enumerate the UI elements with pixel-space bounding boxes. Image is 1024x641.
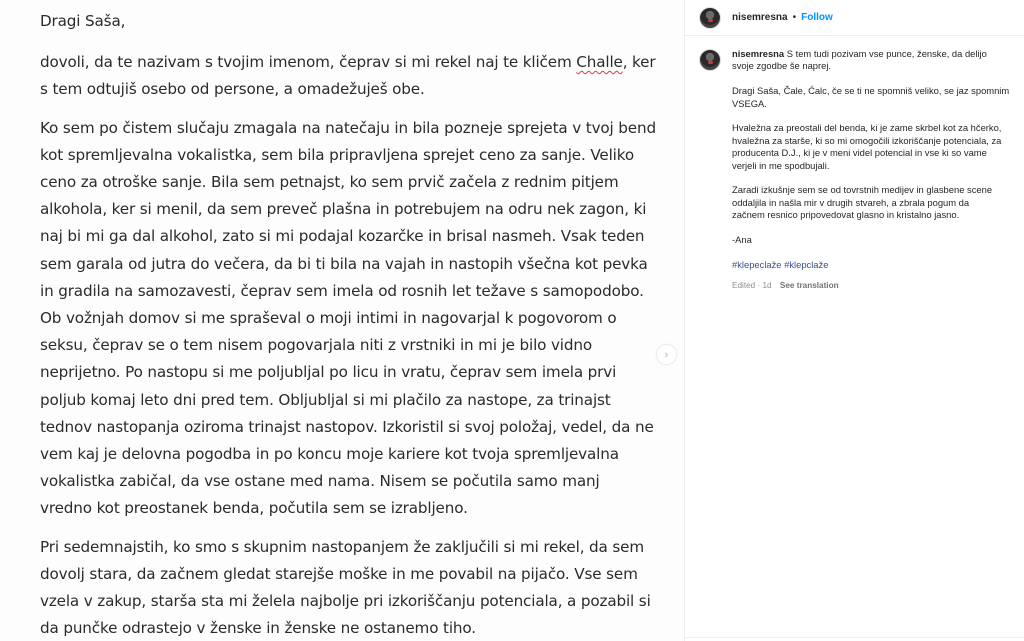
separator-dot: •	[792, 12, 797, 23]
letter-line: s tem odtujiš osebo od persone, a omadežuješ obe.	[40, 80, 425, 99]
letter-greeting: Dragi Saša,	[40, 12, 126, 30]
avatar[interactable]	[699, 7, 721, 29]
letter-line: naj bi mi ga dal alkohol, zato si mi podajal kozarčke in brisal nasmeh. Vsak teden	[40, 227, 645, 246]
letter-line: vredno kot preostanek benda, počutila sem se izrabljeno.	[40, 499, 468, 518]
divider	[685, 637, 1024, 638]
caption-block-3	[732, 122, 1024, 172]
letter-line: tednov nastopanja oziroma trinajst nastopov. Izkoristil si svoj položaj, vedel, da ne	[40, 417, 654, 436]
letter-line: kot spremljevalna vokalistka, sem bila pripravljena sprejet ceno za sanje. Veliko	[40, 145, 634, 164]
letter-line: vokalistka zabičal, da vse ostane med nama. Nisem se počutila samo manj	[40, 472, 600, 491]
caption-block-intro	[732, 48, 1024, 73]
letter-line: Ko sem po čistem slučaju zmagala na natečaju in bila pozneje sprejeta v tvoj bend	[40, 118, 656, 137]
letter-line: Ob vožnjah domov si me spraševal o moji intimi in nagovarjal k pogovorom o	[40, 309, 617, 328]
post-meta	[732, 280, 1024, 292]
caption-body	[732, 48, 1024, 292]
caption-block-4	[732, 184, 1024, 221]
letter-line-text: , ker	[622, 53, 656, 72]
caption-text: začnem resnico pripovedovat glasno in kristalno jasno.	[732, 209, 960, 221]
letter-line: ceno za otroške sanje. Bila sem petnajst, ko sem prvič začela z rednim pitjem	[40, 173, 619, 192]
letter-line: dovolj stara, da začnem gledat starejše moške in me povabil na pijačo. Vse sem	[40, 564, 638, 583]
edited-timestamp: Edited · 1d	[732, 280, 772, 290]
caption-avatar[interactable]	[699, 49, 721, 71]
follow-button[interactable]: Follow	[801, 12, 833, 23]
post-caption	[699, 48, 1024, 292]
caption-text: verjeli in me spodbujali.	[732, 159, 830, 171]
letter-image-text	[40, 8, 656, 641]
letter-line: seksu, čeprav se o tem nisem pogovarjala niti z vrstniki in mi je bilo vidno	[40, 336, 592, 355]
username-link[interactable]: nisemresna	[732, 12, 788, 23]
caption-text: VSEGA.	[732, 97, 767, 109]
letter-paragraph-3	[40, 534, 651, 641]
caption-username-link[interactable]: nisemresna	[732, 48, 785, 59]
caption-text: hvaležna za starše, ki so mi omogočili izkoriščanje potenciala, za	[732, 134, 1002, 146]
post-header	[685, 0, 1024, 36]
letter-line: sem garala od jutra do večera, da bi ti bila na vajah in nastopih všečna kot pevka	[40, 254, 648, 273]
hashtag-link[interactable]: #klepeclaže	[732, 258, 782, 270]
letter-line: neprijetno. Po nastopu si me poljubljal po licu in vratu, čeprav sem imela prvi	[40, 363, 617, 382]
hashtags	[732, 259, 1024, 271]
caption-text: Dragi Saša, Čale, Ćalc, če se ti ne spomniš veliko, se jaz spomnim	[732, 85, 1010, 97]
letter-line-text: dovoli, da te nazivam s tvojim imenom, čeprav si mi rekel naj te kličem	[40, 53, 577, 72]
letter-paragraph-2	[40, 115, 656, 523]
caption-text: Zaradi izkušnje sem se od tovrstnih medijev in glasbene scene	[732, 184, 993, 196]
caption-text: S tem tudi pozivam vse punce, ženske, da delijo	[784, 48, 987, 59]
letter-line: in gradila na samozavesti, čeprav sem imela od rosnih let težave s samopodobo.	[40, 281, 644, 300]
caption-text: Hvaležna za preostali del benda, ki je zame skrbel kot za hčerko,	[732, 122, 1002, 134]
carousel-next-button[interactable]	[656, 344, 677, 365]
caption-signature: -Ana	[732, 234, 752, 246]
letter-line: vzela v zakup, starša sta mi želela najbolje pri izkoriščanju potenciala, a pozabil si	[40, 592, 651, 611]
chevron-right-icon: ›	[664, 348, 669, 361]
caption-text: svoje zgodbe še naprej.	[732, 60, 832, 72]
letter-line	[40, 49, 656, 76]
letter-line: vem kaj je delovna pogodba in po koncu moje kariere kot tvoja spremljevalna	[40, 445, 619, 464]
letter-line: da punčke odrastejo v ženske in ženske ne ostanemo tiho.	[40, 619, 476, 638]
misspelled-word: Challe	[576, 53, 623, 72]
caption-block-2	[732, 85, 1024, 110]
hashtag-link[interactable]: #klepclaže	[784, 258, 829, 270]
caption-text: producenta D.J., ki je v meni videl potencial in vse ki so vame	[732, 147, 987, 159]
see-translation-link[interactable]: See translation	[779, 280, 839, 290]
letter-paragraph-1	[40, 49, 656, 103]
letter-line: poljub komaj leto dni pred tem. Obljubljal si mi plačilo za nastope, za trinajst	[40, 390, 611, 409]
post-side-panel	[684, 0, 1024, 641]
caption-text: oddaljila in našla mir v drugih stvareh, a zbrala pogum da	[732, 196, 970, 208]
letter-line: alkohola, ker si menil, da sem preveč plašna in potrebujem na odru nek zagon, ki	[40, 200, 647, 219]
letter-line: Pri sedemnajstih, ko smo s skupnim nastopanjem že zaključili si mi rekel, da sem	[40, 537, 644, 556]
